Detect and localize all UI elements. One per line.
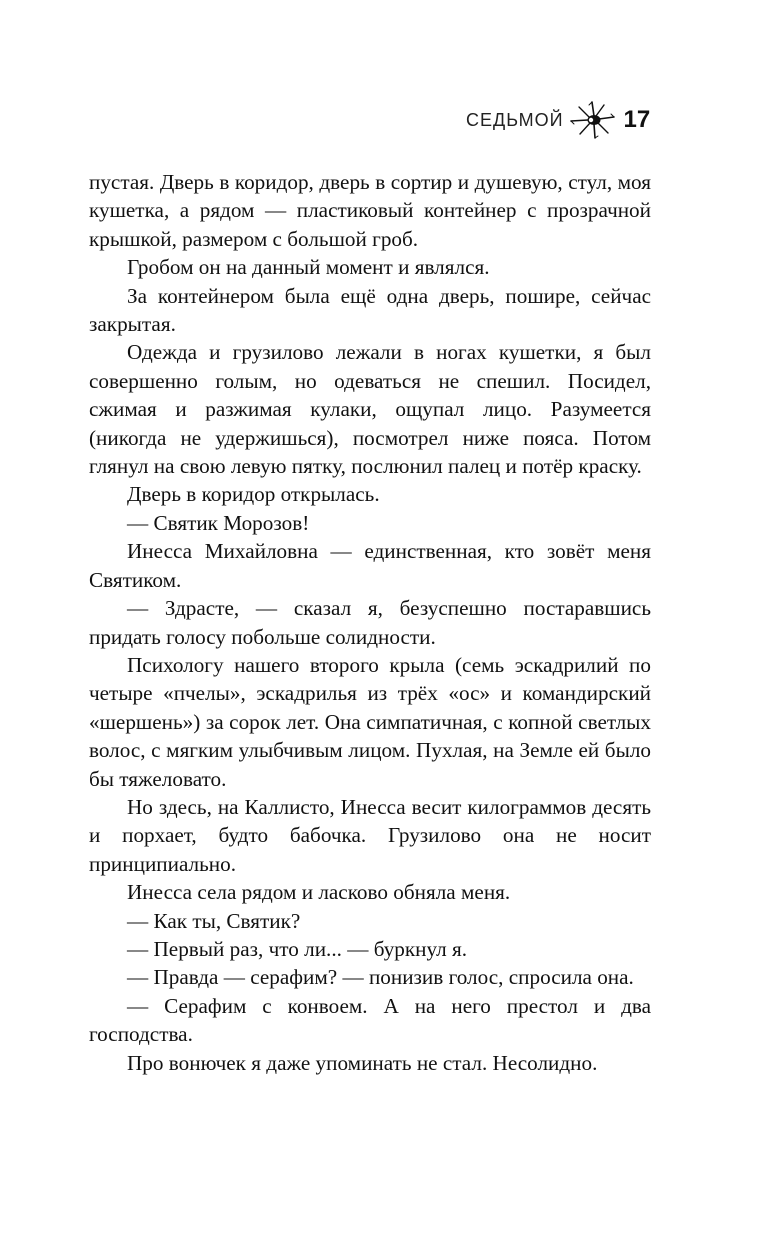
spider-star-icon [570,100,616,140]
paragraph: Дверь в коридор открылась. [127,482,380,507]
paragraph: Но здесь, на Каллисто, Инесса весит килограммов десять и порхает, будто бабочка. Грузилово она не носит принципиально. [89,794,651,876]
paragraph: Одежда и грузилово лежали в ногах кушетки, я был совершенно голым, но одеваться не спешил. Посидел, сжимая и разжимая кулаки, ощупал лицо. Разумеется (никогда не удержишься), посмотрел ниже пояса. Потом глянул на свою левую пятку, послюнил палец и потёр краску. [89,340,651,479]
paragraph: — Серафим с конвоем. А на него престол и два господства. [89,993,651,1047]
paragraph: — Правда — серафим? — понизив голос, спросила она. [127,965,634,990]
paragraph: Гробом он на данный момент и являлся. [127,255,490,280]
body-text [89,168,651,1077]
paragraph: — Здрасте, — сказал я, безуспешно постаравшись придать голосу побольше солидности. [89,596,651,649]
paragraph: Психологу нашего второго крыла (семь эскадрилий по четыре «пчелы», эскадрилья из трёх «ос» и командирский «шершень») за сорок лет. Она симпатичная, с копной светлых волос, с мягким улыбчивым лицом. Пухлая, на Земле ей было бы тяжеловато. [89,652,651,791]
paragraph: — Святик Морозов! [127,510,310,535]
paragraph: Инесса села рядом и ласково обняла меня. [127,880,511,905]
page-number: 17 [623,106,651,133]
paragraph: За контейнером была ещё одна дверь, пошире, сейчас закрытая. [89,283,651,337]
paragraph: Инесса Михайловна — единственная, кто зовёт меня Святиком. [89,539,651,592]
running-header [466,100,656,140]
paragraph: — Как ты, Святик? [127,908,301,933]
paragraph: — Первый раз, что ли... — буркнул я. [127,936,468,961]
paragraph: Про вонючек я даже упоминать не стал. Несолидно. [127,1050,598,1075]
running-title: СЕДЬМОЙ [466,109,564,130]
paragraph: пустая. Дверь в коридор, дверь в сортир и душевую, стул, моя кушетка, а рядом — пластиковый контейнер с прозрачной крышкой, размером с большой гроб. [89,170,651,251]
